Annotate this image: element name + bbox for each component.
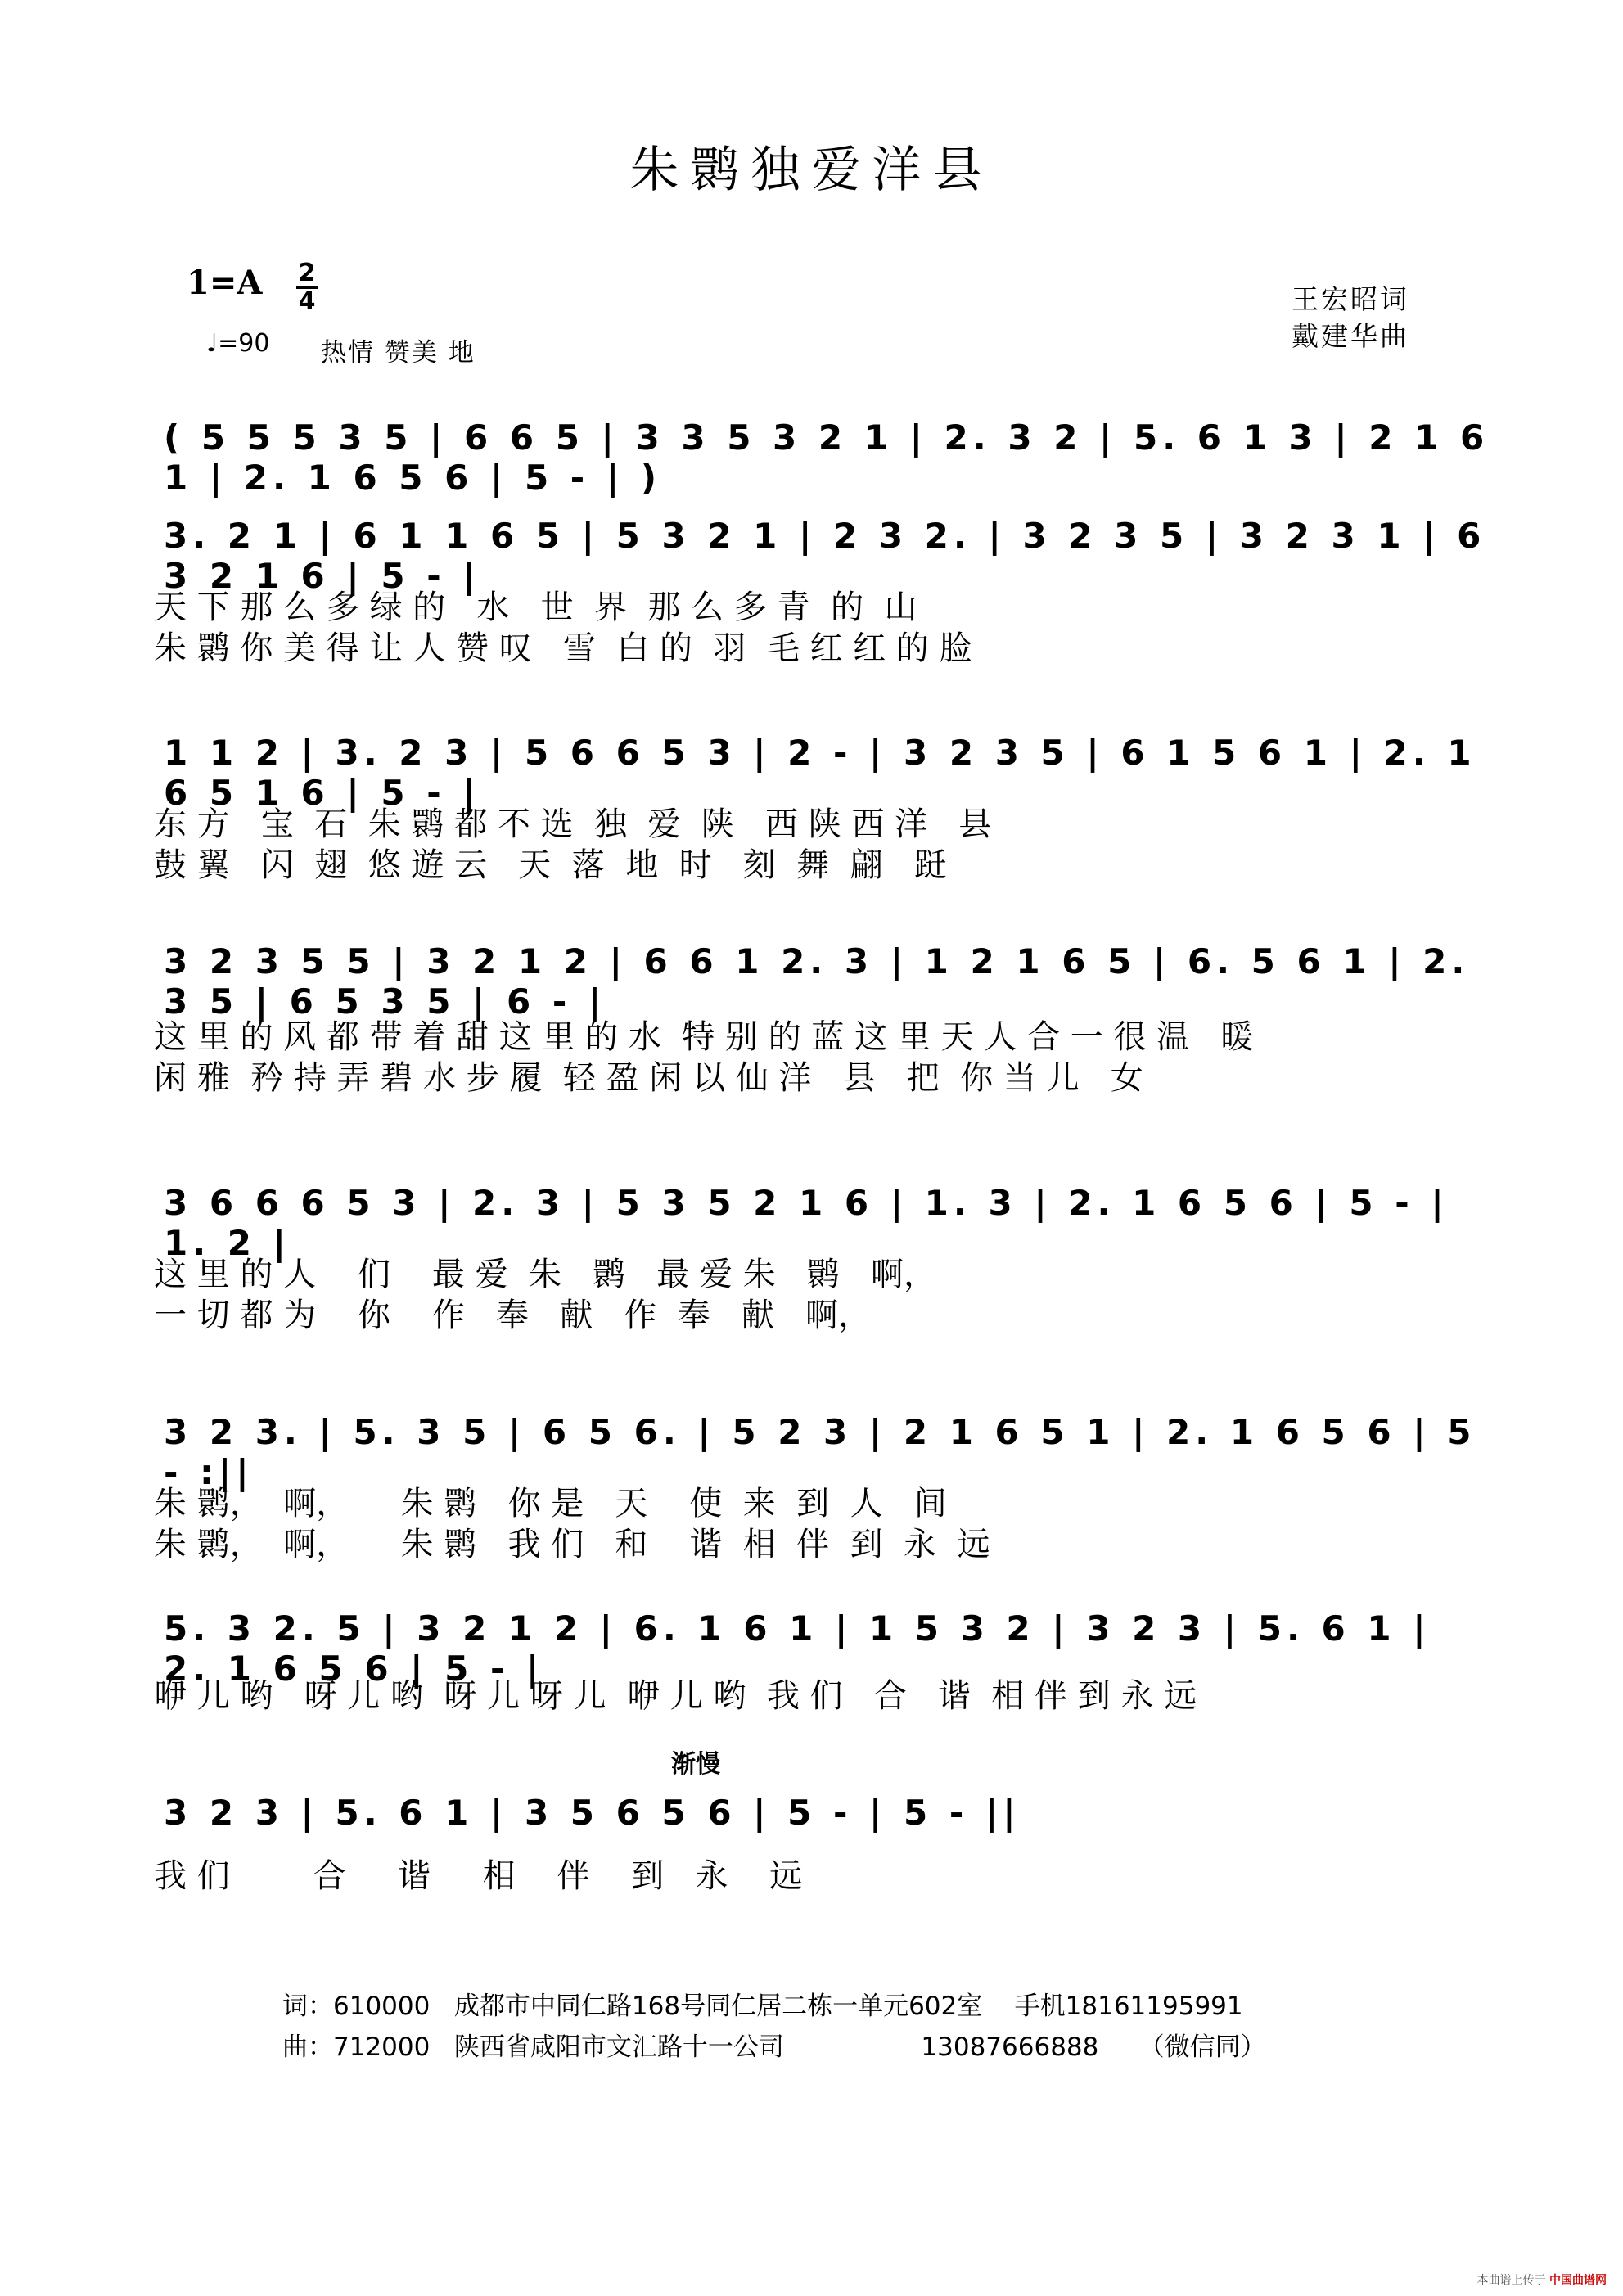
lyric-verse-2: 闲 雅 矜 持 弄 碧 水 步 履 轻 盈 闲 以 仙 洋 县 把 你 当 儿 女 xyxy=(154,1059,1143,1097)
page-title: 朱鹮独爱洋县 xyxy=(629,142,994,199)
notation-line: 1 1 2 | 3. 2 3 | 5 6 6 5 3 | 2 - | 3 2 3 5 | 6 1 5 6 1 | 2. 1 6 5 1 6 | 5 - | xyxy=(164,733,1476,813)
tempo-marking: ♩=90 xyxy=(206,329,270,358)
lyric-verse-1: 我 们 合 谐 相 伴 到 永 远 xyxy=(154,1857,803,1895)
watermark-prefix: 本曲谱上传于 xyxy=(1476,2274,1546,2287)
time-signature-bottom: 4 xyxy=(298,287,316,316)
notation-line: 5. 3 2. 5 | 3 2 1 2 | 6. 1 6 1 | 1 5 3 2 | 3 2 3 | 5. 6 1 | 2. 1 6 5 6 | 5 - | xyxy=(164,1608,1431,1689)
expression-marking: 热情 赞美 地 xyxy=(321,338,476,368)
lyric-verse-2: 鼓 翼 闪 翅 悠 遊 云 天 落 地 时 刻 舞 翩 跹 xyxy=(154,846,947,884)
ritardando-marking: 渐慢 xyxy=(671,1750,720,1779)
site-watermark xyxy=(1477,2271,1607,2288)
lyric-verse-2: 一 切 都 为 你 作 奉 献 作 奉 献 啊， xyxy=(154,1297,872,1334)
lyric-verse-1: 咿 儿 哟 呀 儿 哟 呀 儿 呀 儿 咿 儿 哟 我 们 合 谐 相 伴 到 永 远 xyxy=(154,1677,1197,1715)
lyric-verse-2: 朱 鹮， 啊， 朱 鹮 我 们 和 谐 相 伴 到 永 远 xyxy=(154,1526,990,1563)
lyricist-credit: 王宏昭词 xyxy=(1292,283,1409,315)
time-signature xyxy=(295,260,319,315)
notation-line: 3 2 3 | 5. 6 1 | 3 5 6 5 6 | 5 - | 5 - || xyxy=(164,1793,1021,1833)
watermark-site: 中国曲谱网 xyxy=(1549,2274,1607,2287)
notation-line: 3 6 6 6 5 3 | 2. 3 | 5 3 5 2 1 6 | 1. 3 | 2. 1 6 5 6 | 5 - | 1. 2 | xyxy=(164,1183,1449,1263)
lyric-verse-1: 东 方 宝 石 朱 鹮 都 不 选 独 爱 陕 西 陕 西 洋 县 xyxy=(154,805,992,843)
lyric-verse-1: 天 下 那 么 多 绿 的 水 世 界 那 么 多 青 的 山 xyxy=(154,589,917,626)
composer-credit: 戴建华曲 xyxy=(1292,320,1409,352)
composer-contact: 曲：712000 陕西省咸阳市文汇路十一公司 13087666888 （微信同） xyxy=(282,2032,1266,2062)
lyric-verse-1: 这 里 的 人 们 最 爱 朱 鹮 最 爱 朱 鹮 啊， xyxy=(154,1256,937,1293)
notation-line: 3 2 3. | 5. 3 5 | 6 5 6. | 5 2 3 | 2 1 6 5 1 | 2. 1 6 5 6 | 5 - :|| xyxy=(164,1412,1476,1492)
lyricist-contact: 词：610000 成都市中同仁路168号同仁居二栋一单元602室 手机18161195991 xyxy=(282,1992,1243,2021)
lyric-verse-1: 朱 鹮， 啊， 朱 鹮 你 是 天 使 来 到 人 间 xyxy=(154,1485,947,1522)
key-signature: 1=A xyxy=(187,264,263,302)
lyric-verse-2: 朱 鹮 你 美 得 让 人 赞 叹 雪 白 的 羽 毛 红 红 的 脸 xyxy=(154,629,972,667)
notation-line: ( 5 5 5 3 5 | 6 6 5 | 3 3 5 3 2 1 | 2. 3 2 | 5. 6 1 3 | 2 1 6 1 | 2. 1 6 5 6 | 5 - | ) xyxy=(164,417,1490,498)
time-signature-top: 2 xyxy=(298,259,316,287)
notation-line: 3. 2 1 | 6 1 1 6 5 | 5 3 2 1 | 2 3 2. | 3 2 3 5 | 3 2 3 1 | 6 3 2 1 6 | 5 - | xyxy=(164,516,1486,596)
lyric-verse-1: 这 里 的 风 都 带 着 甜 这 里 的 水 特 别 的 蓝 这 里 天 人 合 一 很 温 暖 xyxy=(154,1018,1254,1056)
notation-line: 3 2 3 5 5 | 3 2 1 2 | 6 6 1 2. 3 | 1 2 1 6 5 | 6. 5 6 1 | 2. 3 5 | 6 5 3 5 | 6 - | xyxy=(164,941,1470,1022)
